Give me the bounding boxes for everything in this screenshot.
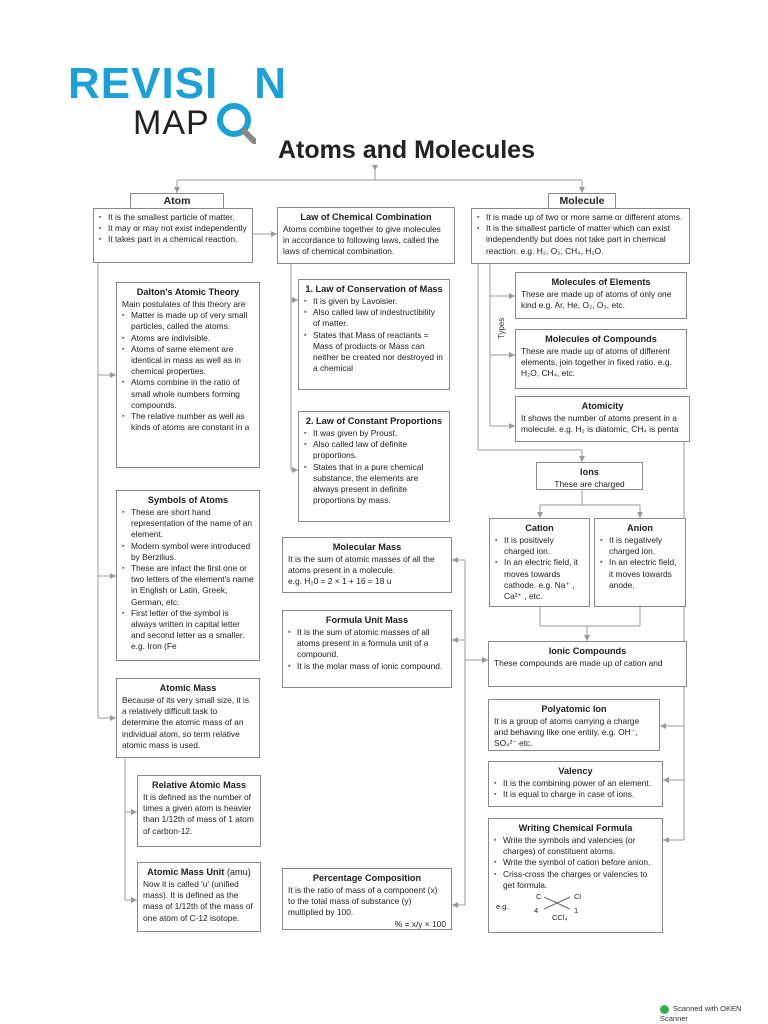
percentage-composition-box	[282, 868, 452, 930]
right-valency: 1	[574, 906, 579, 916]
writing-formula-point: ▪ Criss-cross the charges or valencies to get formula.	[503, 869, 657, 891]
atom-point: ▪ It is the smallest particle of matter.	[108, 212, 247, 223]
law-of-conservation-of-mass-title: 1. Law of Conservation of Mass	[305, 284, 443, 294]
writing-chemical-formula-box	[488, 818, 663, 933]
conservation-point: ▪ It is given by Lavoisier.	[313, 296, 444, 307]
molecule-box	[471, 208, 690, 264]
scanner-text: Scanned with OKEN Scanner	[660, 1004, 742, 1023]
percentage-composition-formula: % = x/y × 100	[394, 918, 446, 929]
law-of-constant-proportions-title: 2. Law of Constant Proportions	[305, 416, 443, 426]
relative-atomic-mass-text: It is defined as the number of times a given atom is heavier than 1/12th of mass of 1 atom of carbon-12.	[143, 792, 254, 836]
formula-unit-mass-point: ▪ It is the molar mass of ionic compound.	[297, 661, 446, 672]
molecule-point: ▪ It is made up of two or more same or different atoms.	[486, 212, 684, 223]
cation-title: Cation	[525, 523, 554, 533]
molecular-mass-example: e.g. H₂0 = 2 × 1 + 16 = 18 u	[288, 576, 392, 587]
symbols-of-atoms-box	[116, 490, 260, 661]
daltons-point: ▪ Atoms of same element are identical in mass as well as in chemical properties.	[131, 344, 254, 378]
percentage-composition-text: It is the ratio of mass of a component (x) to the total mass of substance (y) multiplied by 100.	[288, 885, 438, 918]
constant-proportions-point: ▪ It was given by Proust.	[313, 428, 444, 439]
left-valency: 4	[534, 906, 539, 916]
anion-point: ▪ In an electric field, it moves towards anode.	[609, 557, 680, 591]
molecules-of-elements-title: Molecules of Elements	[551, 277, 651, 287]
percentage-composition-title: Percentage Composition	[312, 873, 422, 883]
criss-cross-arrows-icon	[542, 894, 572, 912]
molecule-point: ▪ It is the smallest particle of matter which can exist independently but does not take part in chemical reaction. e.g. H₂, O₂, CH₄, H₂O.	[486, 223, 684, 257]
formula-unit-mass-title: Formula Unit Mass	[325, 615, 409, 625]
valency-title: Valency	[558, 766, 593, 776]
constant-proportions-point: ▪ States that in a pure chemical substance, the elements are always present in definite proportions by mass.	[313, 462, 444, 507]
criss-cross-example	[494, 891, 657, 921]
polyatomic-ion-text: It is a group of atoms carrying a charge and behaving like one entity. e.g. OH⁻, SO₄²⁻ etc.	[494, 716, 640, 749]
law-of-constant-proportions-box	[298, 411, 450, 522]
conservation-point: ▪ States that Mass of reactants = Mass of products or Mass can neither be created nor destroyed in a chemical	[313, 330, 444, 375]
cation-point: ▪ It is positively charged ion.	[504, 535, 584, 557]
scanner-watermark	[660, 1004, 768, 1023]
atomicity-text: It shows the number of atoms present in a molecule. e.g. H₂ is diatomic, CH₄ is penta	[521, 413, 679, 435]
molecules-of-compounds-title: Molecules of Compounds	[545, 334, 657, 344]
page-title: Atoms and Molecules	[278, 136, 535, 164]
daltons-point: ▪ Atoms are indivisible.	[131, 333, 254, 344]
law-of-chemical-combination-title: Law of Chemical Combination	[300, 212, 432, 222]
types-label: Types	[497, 317, 506, 339]
atom-point: ▪ It may or may not exist independently	[108, 223, 247, 234]
ions-box	[536, 462, 643, 490]
daltons-atomic-theory-box	[116, 282, 260, 468]
molecular-mass-title: Molecular Mass	[332, 542, 402, 552]
polyatomic-ion-title: Polyatomic Ion	[541, 704, 607, 714]
cation-box	[489, 518, 590, 607]
formula-unit-mass-box	[282, 610, 452, 688]
valency-point: ▪ It is the combining power of an element.	[503, 778, 657, 789]
law-of-chemical-combination-box	[277, 207, 455, 264]
atomic-mass-unit-box	[137, 862, 261, 932]
molecular-mass-text: It is the sum of atomic masses of all the atoms present in a molecule.	[288, 554, 435, 576]
anion-box	[594, 518, 686, 607]
valency-point: ▪ It is equal to charge in case of ions.	[503, 789, 657, 800]
anion-point: ▪ It is negatively charged ion.	[609, 535, 680, 557]
writing-chemical-formula-title: Writing Chemical Formula	[518, 823, 633, 833]
daltons-point: ▪ Matter is made up of very small particles, called the atoms.	[131, 310, 254, 332]
ions-title: Ions	[580, 467, 599, 477]
molecules-of-compounds-text: These are made up of atoms of different elements, join together in fixed ratio. e.g. H₂O, CH₄, etc.	[521, 346, 672, 379]
atomic-mass-unit-title: Atomic Mass Unit (amu)	[147, 867, 251, 877]
daltons-atomic-theory-title: Dalton's Atomic Theory	[136, 287, 240, 297]
relative-atomic-mass-title: Relative Atomic Mass	[151, 780, 247, 790]
valency-box	[488, 761, 663, 807]
right-symbol: Cl	[574, 892, 582, 902]
atomic-mass-title: Atomic Mass	[159, 683, 217, 693]
logo-map: MAP	[133, 104, 210, 142]
symbols-of-atoms-title: Symbols of Atoms	[147, 495, 229, 505]
atom-heading: Atom	[130, 193, 224, 209]
ions-text: These are charged	[554, 479, 625, 489]
atom-box	[93, 208, 253, 263]
symbols-point: ▪ Modern symbol were introduced by Berzilius.	[131, 541, 254, 563]
symbols-point: ▪ These are infact the first one or two letters of the element's name in English or Latin, Greek, German, etc.	[131, 563, 254, 608]
formula-result: CCl₄	[552, 913, 568, 923]
molecules-of-elements-box	[515, 272, 687, 319]
atomicity-box	[515, 396, 690, 442]
formula-unit-mass-point: ▪ It is the sum of atomic masses of all atoms present in a formula unit of a compound.	[297, 627, 446, 661]
molecular-mass-box	[282, 537, 452, 593]
constant-proportions-point: ▪ Also called law of definite proportions.	[313, 439, 444, 461]
symbols-point: ▪ First letter of the symbol is always written in capital letter and second letter as a smaller. e.g. Iron (Fe	[131, 608, 254, 653]
symbols-point: ▪ These are short hand representation of the name of an element.	[131, 507, 254, 541]
daltons-intro: Main postulates of this theory are	[122, 299, 246, 309]
cation-point: ▪ In an electric field, it moves towards cathode. e.g. Na⁺ , Ca²⁺ , etc.	[504, 557, 584, 602]
atom-point: ▪ It takes part in a chemical reaction.	[108, 234, 247, 245]
relative-atomic-mass-box	[137, 775, 261, 847]
polyatomic-ion-box	[488, 699, 660, 751]
logo-revision: REVISI N	[68, 60, 287, 108]
writing-formula-point: ▪ Write the symbols and valencies (or charges) of constituent atoms.	[503, 835, 657, 857]
left-symbol: C	[536, 892, 542, 902]
ionic-compounds-title: Ionic Compounds	[548, 646, 627, 656]
anion-title: Anion	[626, 523, 654, 533]
scanner-logo-icon	[660, 1005, 669, 1014]
daltons-point: ▪ The relative number as well as kinds of atoms are constant in a	[131, 411, 254, 433]
atomicity-title: Atomicity	[581, 401, 624, 411]
atomic-mass-box	[116, 678, 260, 758]
ionic-compounds-text: These compounds are made up of cation and	[494, 658, 663, 668]
conservation-point: ▪ Also called law of indestructibility of matter.	[313, 307, 444, 329]
molecule-heading: Molecule	[548, 193, 616, 209]
writing-formula-point: ▪ Write the symbol of cation before anion.	[503, 857, 657, 868]
molecules-of-compounds-box	[515, 329, 687, 389]
eg-label: e.g.	[496, 902, 509, 912]
ionic-compounds-box	[488, 641, 687, 687]
daltons-point: ▪ Atoms combine in the ratio of small whole numbers forming compounds.	[131, 377, 254, 411]
atomic-mass-unit-text: Now it is called 'u' (unified mass). It is defined as the mass of 1/12th of the mass of one atom of C-12 isotope.	[143, 879, 253, 923]
law-of-chemical-combination-text: Atoms combine together to give molecules in accordance to following laws, called the laws of chemical combination.	[283, 224, 441, 257]
molecules-of-elements-text: These are made up of atoms of only one kind e.g. Ar, He, O₂, O₃, etc.	[521, 289, 672, 311]
law-of-conservation-of-mass-box	[298, 279, 450, 390]
atomic-mass-text: Because of its very small size, it is a relatively difficult task to determine the atomic mass of an individual atom, so term relative atomic mass is used.	[122, 695, 250, 750]
